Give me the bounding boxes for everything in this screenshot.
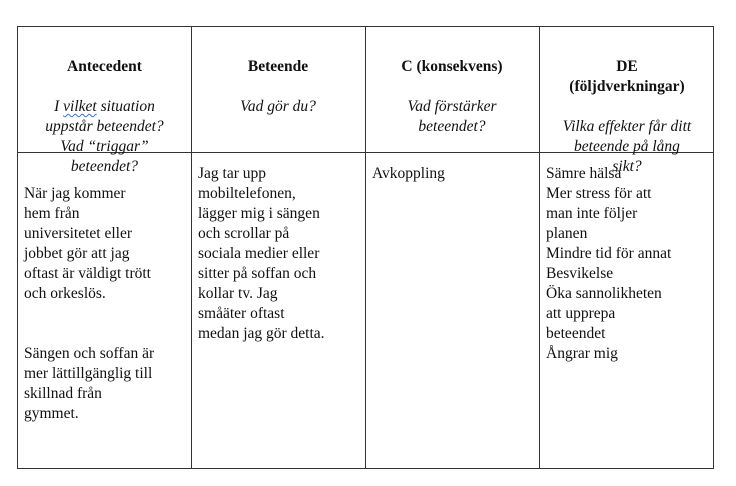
header-antecedent-subtitle-start: I [54, 98, 64, 115]
cell-antecedent [24, 164, 188, 444]
header-konsekvens-title: C (konsekvens) [401, 58, 503, 75]
header-konsekvens-subtitle: Vad förstärker beteendet? [407, 98, 497, 135]
header-beteende-subtitle: Vad gör du? [240, 98, 316, 115]
header-konsekvens [365, 37, 539, 157]
antecedent-paragraph-2: Sängen och soffan är mer lättillgänglig till skillnad från gymmet. [24, 345, 155, 422]
abc-table [17, 26, 714, 469]
header-beteende [191, 37, 365, 137]
cell-beteende: Jag tar upp mobiltelefonen, lägger mig i sängen och scrollar på sociala medier eller sitter på soffan och kollar tv. Jag småäter oftast medan jag gör detta. [198, 165, 325, 342]
spellcheck-marked-word: vilket [63, 98, 97, 115]
header-foljdverkningar-subtitle: Vilka effekter får ditt beteende på lång sikt? [562, 118, 692, 175]
header-antecedent-title: Antecedent [67, 58, 142, 75]
antecedent-paragraph-1: När jag kommer hem från universitetet eller jobbet gör att jag oftast är väldigt trött och orkeslös. [24, 185, 151, 302]
header-foljdverkningar-title: DE (följdverkningar) [569, 58, 685, 95]
header-beteende-title: Beteende [247, 58, 309, 75]
cell-foljdverkningar: Sämre hälsa Mer stress för att man inte följer planen Mindre tid för annat Besvikelse Öka sannolikheten att upprepa beteendet Ångrar mig [546, 165, 672, 362]
cell-konsekvens: Avkoppling [372, 165, 445, 182]
header-antecedent-subtitle-end: situation uppstår beteendet? Vad “triggar” beteendet? [45, 98, 164, 175]
